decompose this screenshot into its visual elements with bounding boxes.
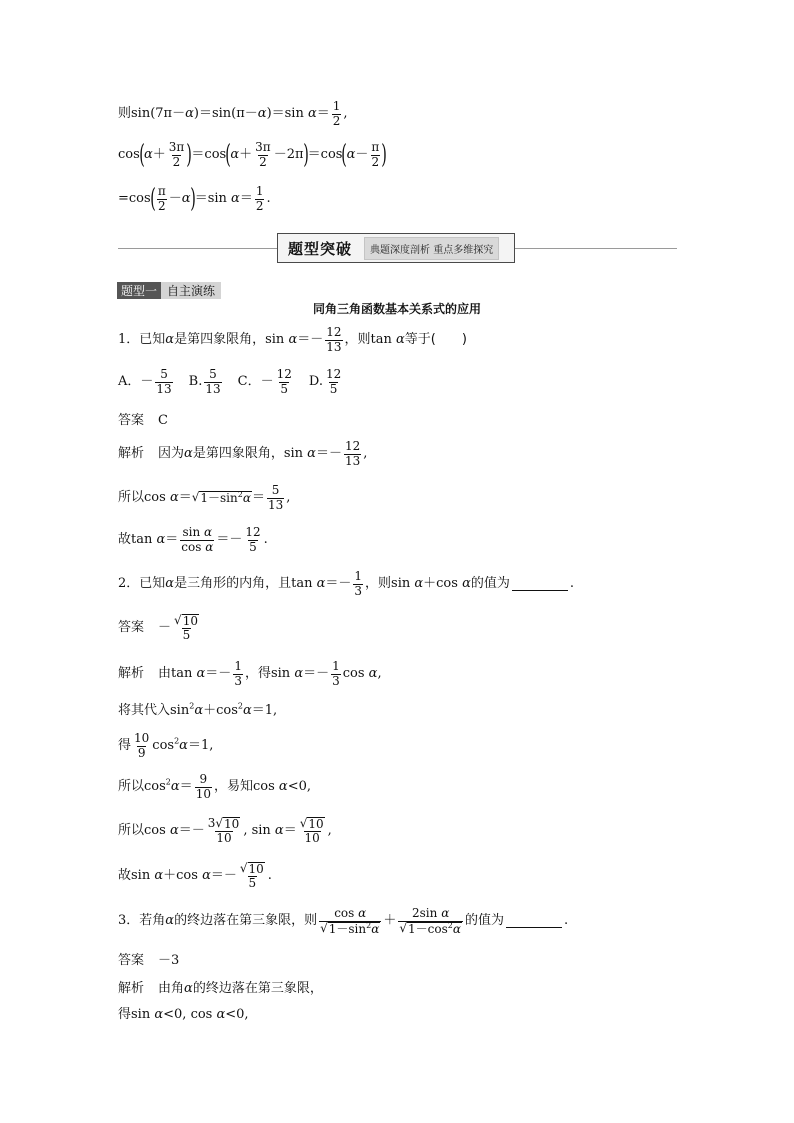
q2-analysis-4: 所以 $\cos^2\alpha=$ $\frac{9}{10}$ ，易知 cos α<0,: [118, 772, 311, 801]
topic-tag-type: 自主演练: [161, 282, 221, 299]
topic-tag-number: 题型一: [117, 282, 161, 299]
q2-answer: 答案 － √ 10 5: [118, 613, 198, 643]
intro-line-2: cos ( α ＋ $\frac{3\pi}{2}$ ) ＝cos ( α ＋ $\frac{3\pi}{2}$ －2π ) ＝cos ( α － $\frac{\pi}{2}$ ): [118, 140, 388, 171]
q2-analysis-5: 所以 cos α＝－ 3 √ 10 10 , sin α＝ √ 10 10 ,: [118, 816, 332, 846]
q1-options: A．－ $\frac{5}{13}$ B. $\frac{5}{13}$ C．－ $\frac{12}{5}$ D. $\frac{12}{5}$: [118, 367, 342, 396]
separator-right: [515, 248, 677, 249]
intro-cos: cos: [118, 147, 140, 163]
intro-line-3: = cos ( $\frac{\pi}{2}$ － α ) ＝sin α＝ $\frac{1}{2}$ .: [118, 184, 271, 215]
q1-analysis-1: 解析 因为 α 是第四象限角， sin α＝－ $\frac{12}{13}$ ,: [118, 439, 368, 468]
q2-stem: 2． 已知 α 是三角形的内角，且 tan α＝－ $\frac{1}{3}$ ，则 sin α＋cos α 的值为 .: [118, 569, 575, 598]
q3-answer: 答案 －3: [118, 953, 180, 968]
q1-analysis-2: 所以 cos α＝ √ $1-\sin^2\alpha$ ＝ $\frac{5}{13}$ ,: [118, 483, 291, 512]
q1-analysis-3: 故 tan α＝ $\frac{\text{sin α}}{\text{cos α}}$ ＝－ $\frac{12}{5}$ .: [118, 525, 268, 554]
topic-tag: [117, 282, 221, 299]
q2-blank[interactable]: [512, 578, 568, 591]
q2-analysis-2: 将其代入 $\sin^2\alpha+\cos^2\alpha=1$,: [118, 701, 278, 718]
q3-answer-value: －3: [158, 953, 180, 968]
q2-analysis-3: 得 $\frac{10}{9}$ $\cos^2\alpha=1$,: [118, 731, 214, 760]
q3-analysis-1: 解析 由角 α 的终边落在第三象限，: [118, 981, 323, 996]
q3-blank[interactable]: [506, 915, 562, 928]
q2-analysis-6: 故 sin α＋cos α＝－ √ 10 5 .: [118, 861, 272, 891]
banner-title: 题型突破: [288, 239, 353, 258]
separator-left: [118, 248, 277, 249]
q3-stem: 3． 若角 α 的终边落在第三象限，则 cos α √ $1-\sin^2\alpha$ ＋ 2sin α √ $1-\cos^2\alpha$ 的值为 .: [118, 906, 569, 936]
intro-eq: =: [118, 191, 129, 207]
banner-subtitle: 典题深度剖析 重点多维探究: [364, 237, 499, 260]
q1-stem: 1． 已知 α 是第四象限角， sin α＝－ $\frac{12}{13}$ ，则 tan α 等于( ): [118, 325, 467, 354]
intro-then: 则: [118, 106, 132, 122]
topic-title: 同角三角函数基本关系式的应用: [312, 302, 481, 316]
intro-line-1: 则 sin(7π－α)＝sin(π－α)＝sin α＝ $\frac{1}{2}$ ,: [118, 99, 348, 128]
q3-analysis-2: 得 sin α<0, cos α<0,: [118, 1007, 249, 1022]
q2-analysis-1: 解析 由 tan α＝－ $\frac{1}{3}$ ，得 sin α＝－ $\frac{1}{3}$ cos α,: [118, 659, 382, 688]
q1-answer: 答案 C: [118, 413, 168, 428]
section-banner: [277, 233, 515, 263]
q1-answer-value: C: [158, 413, 168, 428]
